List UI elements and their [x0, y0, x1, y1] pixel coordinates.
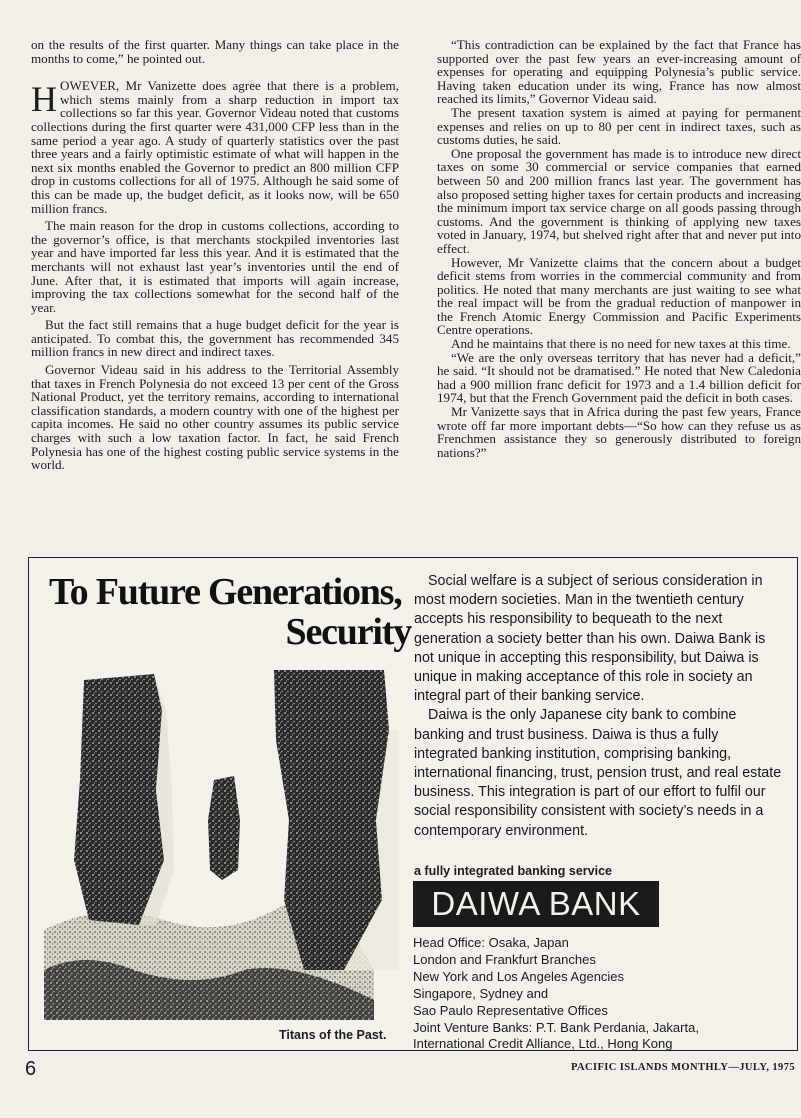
office-list [413, 935, 699, 1053]
office-line: New York and Los Angeles Agencies [413, 968, 625, 984]
article-paragraph: One proposal the government has made is to introduce new direct taxes on some 30 commercial or service companies that earned between 50 and 200 million francs last year. The government has also proposed setting higher taxes for certain products and increasing the minimum import tax service charge on all goods passing through customs. And the government is thinking of applying new taxes voted in January, 1974, but shelved right after that and never put into effect. [437, 145, 801, 256]
article-column-left [31, 38, 399, 472]
office-line: Sao Paulo Representative Offices [413, 1002, 608, 1018]
office-line: Head Office: Osaka, Japan [413, 935, 569, 950]
article-paragraph: “This contradiction can be explained by the fact that France has supported over the past few years an ever-increasing amount of expenses for operating and equipping Polynesia’s public service. Having taken education under its wing, France has now almost reached its limits,” Governor Videau said. [437, 37, 801, 107]
ad-body-copy [414, 572, 784, 841]
article-paragraph: The present taxation system is aimed at paying for permanent expenses and relies on up to 80 per cent in indirect taxes, such as customs duties, he said. [437, 104, 801, 148]
ad-body-paragraph: Daiwa is the only Japanese city bank to combine banking and trust business. Daiwa is thus a fully integrated banking institution, comprising banking, international financing, trust, pension trust, and real estate business. This integration is part of our effort to fulfil our social responsibility consistent with society’s needs in a contemporary environment. [414, 707, 782, 839]
office-line: Joint Venture Banks: P.T. Bank Perdania, Jakarta, [413, 1019, 699, 1035]
ad-tagline: a fully integrated banking service [414, 864, 612, 878]
article-paragraph: The main reason for the drop in customs collections, according to the governor’s office, is that merchants stockpiled inventories last year and have imported far less this year. And it is estimated that the merchants will not exhaust last year’s inventories until the end of June. After that, it is estimated that imports will again increase, improving the tax collections somewhat for the second half of the year. [31, 218, 399, 315]
article-paragraph-text: OWEVER, Mr Vanizette does agree that there is a problem, which stems mainly from a sharp reduction in import tax collections so far this year. Governor Videau noted that customs collections during the first quarter were 431,000 CFP less than in the same period a year ago. A study of quarterly statistics over the past three years and a fairly optimistic estimate of what will happen in the next six months enabled the Governor to predict an 800 million CFP drop in customs collections for all of 1975. Although he said some of this can be made up, the budget deficit, as it looks now, will be 650 million francs. [31, 78, 399, 216]
ad-body-paragraph: Social welfare is a subject of serious consideration in most modern societies. Man in the twentieth century accepts his responsibility to bequeath to the next generation a society better than his own. Daiwa Bank is not unique in accepting this responsibility, but Daiwa is unique in making acceptance of this role in society an integral part of their banking service. [414, 573, 766, 705]
article-paragraph: And he maintains that there is no need for new taxes at this time. [451, 336, 791, 352]
page-number: 6 [25, 1058, 37, 1080]
article-paragraph: “We are the only overseas territory that has never had a deficit,” he said. “It should not be dramatised.” He noted that New Caledonia had a 900 million franc deficit for 1973 and a 1.4 billion deficit for 1974, but that the French Government paid the deficit in both cases. [437, 349, 801, 406]
article-column-right [437, 38, 801, 459]
office-line: London and Frankfurt Branches [413, 951, 596, 967]
article-paragraph: But the fact still remains that a huge budget deficit for the year is anticipated. To combat this, the government has recommended 345 million francs in new direct and indirect taxes. [31, 317, 399, 360]
photo-caption: Titans of the Past. [279, 1028, 387, 1042]
ad-headline-line1: To Future Generations, [49, 571, 402, 613]
running-footer: PACIFIC ISLANDS MONTHLY—JULY, 1975 [570, 1062, 795, 1073]
article-paragraph: However, Mr Vanizette claims that the concern about a budget deficit stems from worries in the commercial community and from politics. He noted that many merchants are just waiting to see what the real impact will be from the gradual reduction of manpower in the French Atomic Energy Commission and Pacific Experiments Centre operations. [437, 254, 801, 338]
daiwa-bank-advertisement [28, 557, 798, 1051]
article-paragraph: Governor Videau said in his address to the Territorial Assembly that taxes in French Polynesia do not exceed 13 per cent of the Gross National Product, yet the territory remains, according to international classification standards, a modern country with one of the highest per capita incomes. He said no other country assumes its public service charges with such a low taxation factor. In fact, he said French Polynesia has one of the highest costing public service systems in the world. [31, 362, 399, 473]
ad-headline-line2: Security [285, 611, 411, 653]
article-paragraph: on the results of the first quarter. Many things can take place in the months to come,” he pointed out. [31, 37, 399, 66]
article-paragraph: Mr Vanizette says that in Africa during the past few years, France wrote off far more important debts—“So how can they refuse us as Frenchmen assistance they so generously distributed to foreign nations?” [437, 404, 801, 460]
easter-island-statues-photo [44, 670, 399, 1020]
office-line: Singapore, Sydney and [413, 985, 549, 1001]
daiwa-bank-logo: DAIWA BANK [413, 881, 659, 927]
ad-headline [49, 572, 419, 652]
office-line: International Credit Alliance, Ltd., Hong Kong [413, 1036, 673, 1052]
drop-cap: H [31, 79, 57, 120]
article-paragraph-dropcap [31, 79, 399, 215]
